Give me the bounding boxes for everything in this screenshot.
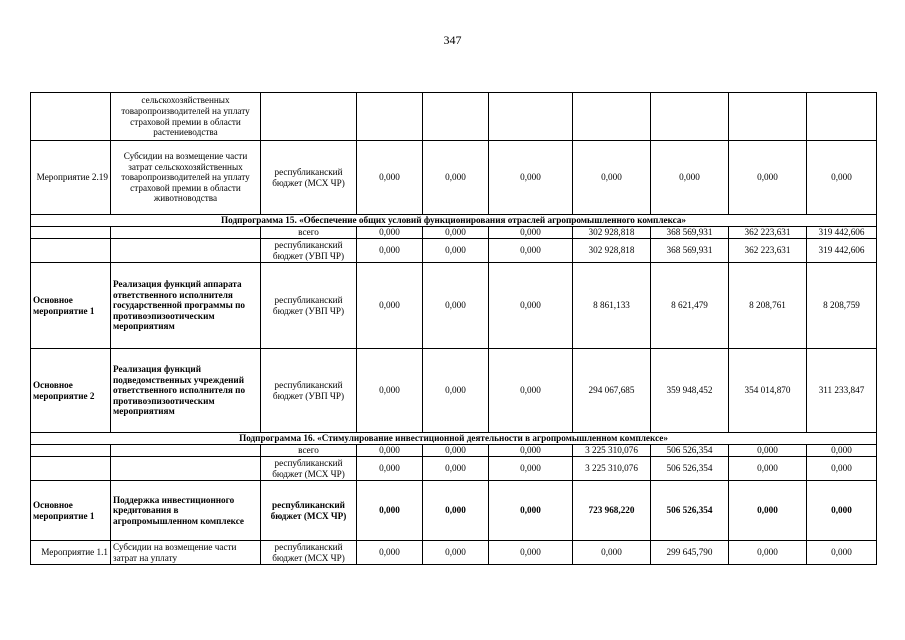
table-row	[31, 445, 877, 457]
row-value: 302 928,818	[573, 239, 651, 263]
row-value: 0,000	[729, 541, 807, 565]
row-value: 0,000	[423, 239, 489, 263]
subprogram-title: Подпрограмма 15. «Обеспечение общих условий функционирования отраслей агропромышленного комплекса»	[31, 215, 877, 227]
row-value: 506 526,354	[651, 445, 729, 457]
row-code: Основное мероприятие 1	[31, 263, 111, 349]
row-value	[807, 93, 877, 141]
table-row	[31, 263, 877, 349]
row-funding-source: республиканский бюджет (УВП ЧР)	[261, 349, 357, 433]
row-name	[111, 227, 261, 239]
page-number: 347	[443, 33, 462, 47]
row-name: Реализация функций аппарата ответственного исполнителя государственной программы по противоэпизоотическим мероприятиям	[111, 263, 261, 349]
row-value: 368 569,931	[651, 227, 729, 239]
table-row	[31, 227, 877, 239]
row-name: Субсидии на возмещение части затрат на уплату	[111, 541, 261, 565]
row-funding-source	[261, 93, 357, 141]
row-value: 0,000	[489, 263, 573, 349]
row-value: 8 621,479	[651, 263, 729, 349]
row-funding-source: республиканский бюджет (МСХ ЧР)	[261, 457, 357, 481]
row-value: 0,000	[423, 445, 489, 457]
row-code	[31, 93, 111, 141]
row-code	[31, 227, 111, 239]
row-value: 0,000	[489, 239, 573, 263]
subprogram-row	[31, 433, 877, 445]
row-value	[651, 93, 729, 141]
row-funding-source: всего	[261, 445, 357, 457]
row-value: 359 948,452	[651, 349, 729, 433]
row-value: 362 223,631	[729, 227, 807, 239]
row-value: 0,000	[729, 481, 807, 541]
table-row	[31, 541, 877, 565]
row-value: 0,000	[357, 141, 423, 215]
row-code: Мероприятие 2.19	[31, 141, 111, 215]
row-value: 0,000	[423, 457, 489, 481]
row-value: 0,000	[651, 141, 729, 215]
row-value: 319 442,606	[807, 239, 877, 263]
row-name	[111, 457, 261, 481]
row-name: сельскохозяйственных товаропроизводителей на уплату страховой премии в области растениеводства	[111, 93, 261, 141]
row-value: 0,000	[807, 457, 877, 481]
row-funding-source: республиканский бюджет (УВП ЧР)	[261, 239, 357, 263]
row-value: 0,000	[423, 349, 489, 433]
row-value: 354 014,870	[729, 349, 807, 433]
row-name	[111, 239, 261, 263]
row-value: 506 526,354	[651, 457, 729, 481]
table-body	[31, 93, 877, 565]
row-value: 0,000	[357, 481, 423, 541]
row-value: 0,000	[807, 541, 877, 565]
row-value: 0,000	[357, 263, 423, 349]
row-value: 0,000	[357, 239, 423, 263]
row-value: 302 928,818	[573, 227, 651, 239]
row-value: 506 526,354	[651, 481, 729, 541]
row-value: 0,000	[807, 141, 877, 215]
row-value: 0,000	[423, 481, 489, 541]
row-funding-source: республиканский бюджет (МСХ ЧР)	[261, 481, 357, 541]
row-value: 0,000	[489, 141, 573, 215]
row-value: 0,000	[423, 541, 489, 565]
row-value: 319 442,606	[807, 227, 877, 239]
row-value: 0,000	[729, 141, 807, 215]
row-value: 0,000	[573, 541, 651, 565]
row-value: 0,000	[489, 227, 573, 239]
table-row	[31, 349, 877, 433]
row-value: 0,000	[423, 141, 489, 215]
row-name: Поддержка инвестиционного кредитования в агропромышленном комплексе	[111, 481, 261, 541]
row-value: 368 569,931	[651, 239, 729, 263]
row-funding-source: республиканский бюджет (МСХ ЧР)	[261, 541, 357, 565]
row-value: 0,000	[423, 227, 489, 239]
row-value: 0,000	[489, 481, 573, 541]
row-code: Основное мероприятие 1	[31, 481, 111, 541]
row-code: Основное мероприятие 2	[31, 349, 111, 433]
row-value	[729, 93, 807, 141]
row-value: 0,000	[489, 457, 573, 481]
row-value: 0,000	[489, 349, 573, 433]
row-code	[31, 239, 111, 263]
row-funding-source: республиканский бюджет (МСХ ЧР)	[261, 141, 357, 215]
row-funding-source: всего	[261, 227, 357, 239]
row-value: 294 067,685	[573, 349, 651, 433]
row-value: 0,000	[357, 457, 423, 481]
subprogram-row	[31, 215, 877, 227]
row-value	[489, 93, 573, 141]
row-value: 8 208,761	[729, 263, 807, 349]
row-value: 0,000	[573, 141, 651, 215]
row-value: 0,000	[357, 349, 423, 433]
row-code: Мероприятие 1.1	[31, 541, 111, 565]
row-value: 299 645,790	[651, 541, 729, 565]
row-value	[573, 93, 651, 141]
row-value: 311 233,847	[807, 349, 877, 433]
row-value: 0,000	[357, 445, 423, 457]
row-value: 0,000	[729, 457, 807, 481]
row-value	[357, 93, 423, 141]
table-row	[31, 481, 877, 541]
row-name: Субсидии на возмещение части затрат сельскохозяйственных товаропроизводителей на уплату страховой премии в области животноводства	[111, 141, 261, 215]
row-name	[111, 445, 261, 457]
row-funding-source: республиканский бюджет (УВП ЧР)	[261, 263, 357, 349]
row-value: 0,000	[357, 541, 423, 565]
row-value: 3 225 310,076	[573, 445, 651, 457]
row-value: 723 968,220	[573, 481, 651, 541]
row-name: Реализация функций подведомственных учреждений ответственного исполнителя по противоэпизоотическим мероприятиям	[111, 349, 261, 433]
row-value: 3 225 310,076	[573, 457, 651, 481]
subprogram-title: Подпрограмма 16. «Стимулирование инвестиционной деятельности в агропромышленном комплексе»	[31, 433, 877, 445]
row-value: 362 223,631	[729, 239, 807, 263]
table-row	[31, 141, 877, 215]
row-value: 8 208,759	[807, 263, 877, 349]
row-code	[31, 457, 111, 481]
row-value: 8 861,133	[573, 263, 651, 349]
row-value: 0,000	[807, 445, 877, 457]
row-value: 0,000	[489, 445, 573, 457]
table-row	[31, 239, 877, 263]
row-value	[423, 93, 489, 141]
table-row	[31, 457, 877, 481]
row-code	[31, 445, 111, 457]
table-row	[31, 93, 877, 141]
row-value: 0,000	[357, 227, 423, 239]
row-value: 0,000	[489, 541, 573, 565]
budget-table	[30, 92, 877, 565]
row-value: 0,000	[423, 263, 489, 349]
row-value: 0,000	[729, 445, 807, 457]
row-value: 0,000	[807, 481, 877, 541]
